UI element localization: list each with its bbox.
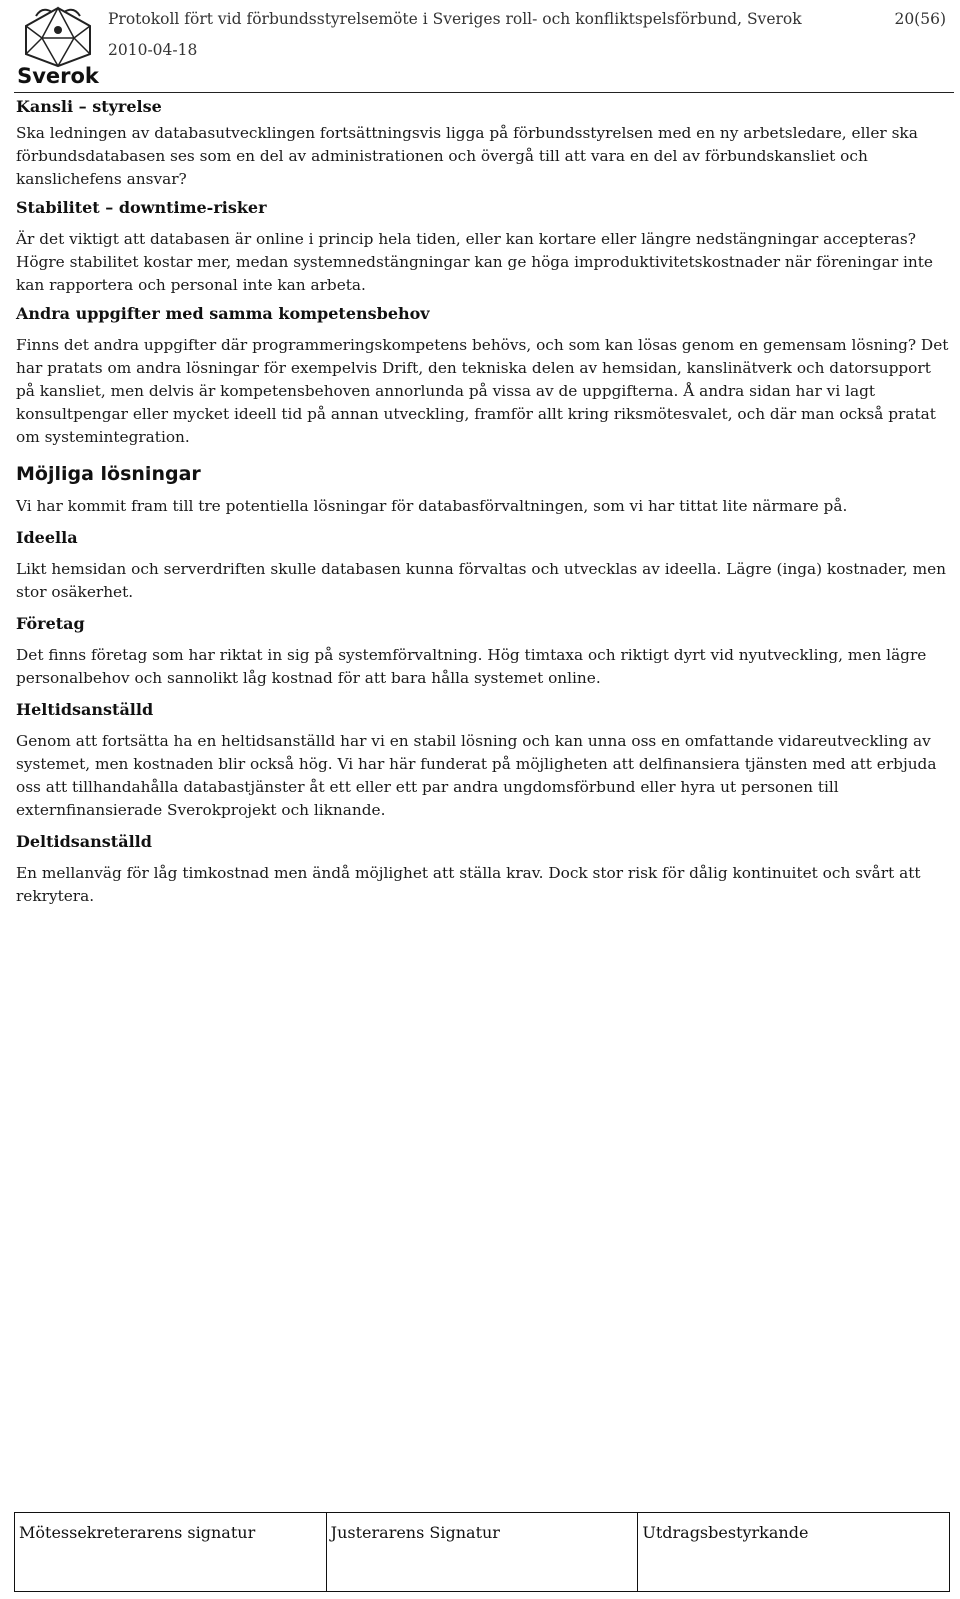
- solution-text: Det finns företag som har riktat in sig på systemförvaltning. Hög timtaxa och riktigt dyrt vid nyutveckling, men lägre personalbehov och sannolikt låg kostnad för att bara hålla systemet online.: [16, 646, 927, 687]
- solution-heltidsanstalld: [16, 699, 952, 822]
- sverok-logo: [12, 4, 104, 88]
- solution-heading: Deltidsanställd: [16, 832, 152, 851]
- section-mojliga-losningar: [16, 461, 952, 908]
- page-number: 20(56): [894, 10, 946, 28]
- solution-text: Likt hemsidan och serverdriften skulle databasen kunna förvaltas och utvecklas av ideella. Lägre (inga) kostnader, men stor osäkerhet.: [16, 560, 946, 601]
- page-header: [0, 0, 960, 95]
- secretary-signature-field[interactable]: [15, 1513, 327, 1591]
- section-andra-uppgifter: [16, 303, 952, 449]
- adjuster-signature-field[interactable]: [327, 1513, 639, 1591]
- adjuster-signature-label: Justerarens Signatur: [330, 1523, 500, 1542]
- section-heading: Stabilitet – downtime-risker: [16, 198, 267, 217]
- document-date: 2010-04-18: [108, 41, 198, 59]
- section-text: Är det viktigt att databasen är online i princip hela tiden, eller kan kortare eller längre nedstängningar accepteras? Högre stabilitet kostar mer, medan systemnedstängningar kan ge höga improduktivitetskostnader när föreningar inte kan rapportera och personal inte kan arbeta.: [16, 230, 933, 294]
- certifier-signature-label: Utdragsbestyrkande: [642, 1523, 809, 1542]
- logo-wordmark: Sverok: [17, 64, 99, 88]
- signature-table: [14, 1512, 950, 1592]
- solution-text: Genom att fortsätta ha en heltidsanställd har vi en stabil lösning och kan unna oss en omfattande vidareutveckling av systemet, men kostnaden blir också hög. Vi har här funderat på möjligheten att delfinansiera tjänsten med att erbjuda oss att tillhandahålla databastjänster åt ett eller ett par andra ungdomsförbund eller hyra ut personen till externfinansierade Sverokprojekt och liknande.: [16, 732, 937, 819]
- certifier-signature-field[interactable]: [638, 1513, 949, 1591]
- solution-heading: Företag: [16, 614, 85, 633]
- document-title: Protokoll fört vid förbundsstyrelsemöte i Sveriges roll- och konfliktspelsförbund, Sverok: [108, 10, 802, 28]
- solutions-heading: Möjliga lösningar: [16, 463, 201, 485]
- solution-heading: Ideella: [16, 528, 78, 547]
- section-text: Ska ledningen av databasutvecklingen fortsättningsvis ligga på förbundsstyrelsen med en ny arbetsledare, eller ska förbundsdatabasen ses som en del av administrationen och övergå till att vara en del av förbundskansliet och kanslichefens ansvar?: [16, 124, 918, 188]
- section-heading: Andra uppgifter med samma kompetensbehov: [16, 304, 430, 323]
- document-body: [16, 96, 952, 908]
- section-stabilitet: [16, 197, 952, 297]
- section-kansli-styrelse: [16, 96, 952, 191]
- header-divider: [14, 92, 954, 93]
- secretary-signature-label: Mötessekreterarens signatur: [19, 1523, 256, 1542]
- section-text: Finns det andra uppgifter där programmeringskompetens behövs, och som kan lösas genom en gemensam lösning? Det har pratats om andra lösningar för exempelvis Drift, den tekniska delen av hemsidan, kanslinätverk och datorsupport på kansliet, men delvis är kompetensbehoven annorlunda på vissa av de uppgifterna. Å andra sidan har vi lagt konsultpengar eller mycket ideell tid på annan utveckling, framför allt kring riksmötesvalet, och där man också pratat om systemintegration.: [16, 336, 949, 446]
- solution-foretag: [16, 613, 952, 690]
- solution-heading: Heltidsanställd: [16, 700, 154, 719]
- section-heading: Kansli – styrelse: [16, 97, 162, 116]
- solution-text: En mellanväg för låg timkostnad men ändå möjlighet att ställa krav. Dock stor risk för dålig kontinuitet och svårt att rekrytera.: [16, 864, 921, 905]
- solution-ideella: [16, 527, 952, 604]
- solutions-intro: Vi har kommit fram till tre potentiella lösningar för databasförvaltningen, som vi har tittat lite närmare på.: [16, 497, 848, 515]
- dice-emblem-icon: [12, 4, 104, 68]
- solution-deltidsanstalld: [16, 831, 952, 908]
